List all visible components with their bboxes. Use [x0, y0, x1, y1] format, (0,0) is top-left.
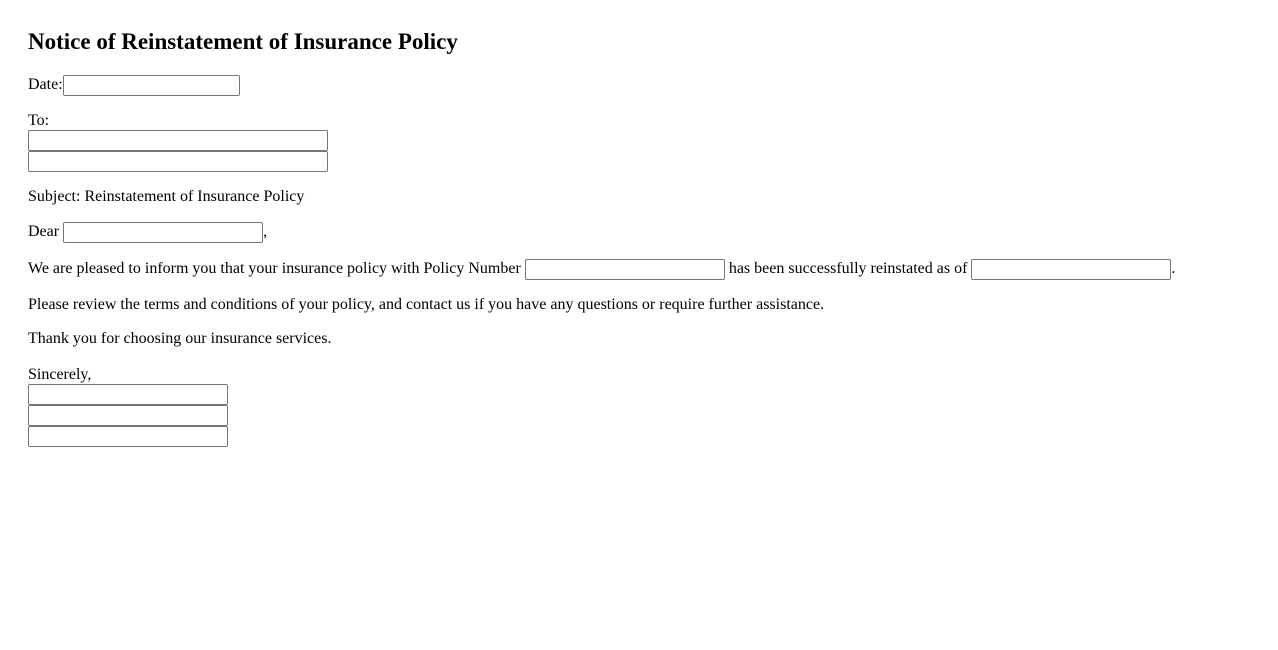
paragraph-3 [28, 328, 331, 350]
paragraph-1 [28, 258, 1175, 280]
closing-row [28, 364, 91, 386]
closing-text: Sincerely, [28, 366, 92, 383]
to-label: To: [28, 112, 50, 129]
signature-line-3-input[interactable] [28, 426, 228, 447]
date-row [28, 74, 240, 96]
policy-number-input[interactable] [525, 259, 725, 280]
reinstated-date-input[interactable] [971, 259, 1171, 280]
paragraph-1-prefix: We are pleased to inform you that your insurance policy with Policy Number [28, 260, 521, 277]
recipient-name-input[interactable] [63, 222, 263, 243]
to-row [28, 110, 49, 132]
to-address-fields [28, 130, 328, 172]
to-line-2-input[interactable] [28, 151, 328, 172]
dear-label: Dear [28, 223, 60, 240]
to-line-1-input[interactable] [28, 130, 328, 151]
date-input[interactable] [63, 75, 240, 96]
subject-row [28, 186, 304, 208]
salutation-row [28, 221, 267, 243]
subject-text: Subject: Reinstatement of Insurance Policy [28, 188, 305, 205]
salutation-comma: , [263, 223, 268, 240]
paragraph-3-text: Thank you for choosing our insurance services. [28, 330, 332, 347]
signature-fields [28, 384, 228, 447]
signature-line-2-input[interactable] [28, 405, 228, 426]
page-title: Notice of Reinstatement of Insurance Policy [28, 29, 458, 54]
paragraph-1-period: . [1171, 260, 1176, 277]
date-label: Date: [28, 76, 63, 93]
paragraph-2-text: Please review the terms and conditions of your policy, and contact us if you have any questions or require further assistance. [28, 296, 825, 313]
paragraph-2 [28, 294, 824, 316]
signature-line-1-input[interactable] [28, 384, 228, 405]
paragraph-1-middle: has been successfully reinstated as of [728, 260, 968, 277]
